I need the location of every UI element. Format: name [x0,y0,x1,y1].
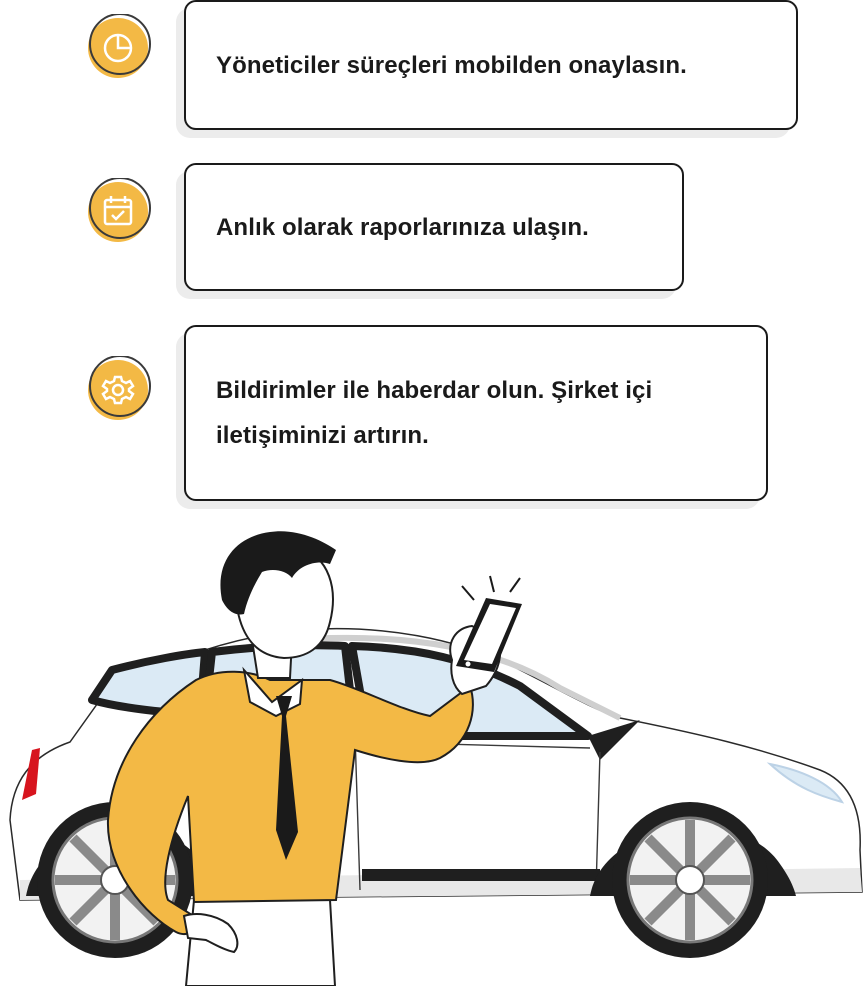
feature-card-3 [184,325,768,501]
feature-text-3: Bildirimler ile haberdar olun. Şirket içi iletişiminizi artırın. [216,377,653,449]
feature-text-2: Anlık olarak raporlarınıza ulaşın. [216,213,589,241]
calendar-check-icon [84,178,152,246]
gear-icon [84,356,152,424]
front-wheel [612,802,768,958]
feature-card-2 [184,163,684,291]
pie-chart-icon [84,14,152,82]
feature-card-1 [184,0,798,130]
businessman-car-illustration [0,520,866,986]
feature-text-1: Yöneticiler süreçleri mobilden onaylasın. [216,51,687,79]
